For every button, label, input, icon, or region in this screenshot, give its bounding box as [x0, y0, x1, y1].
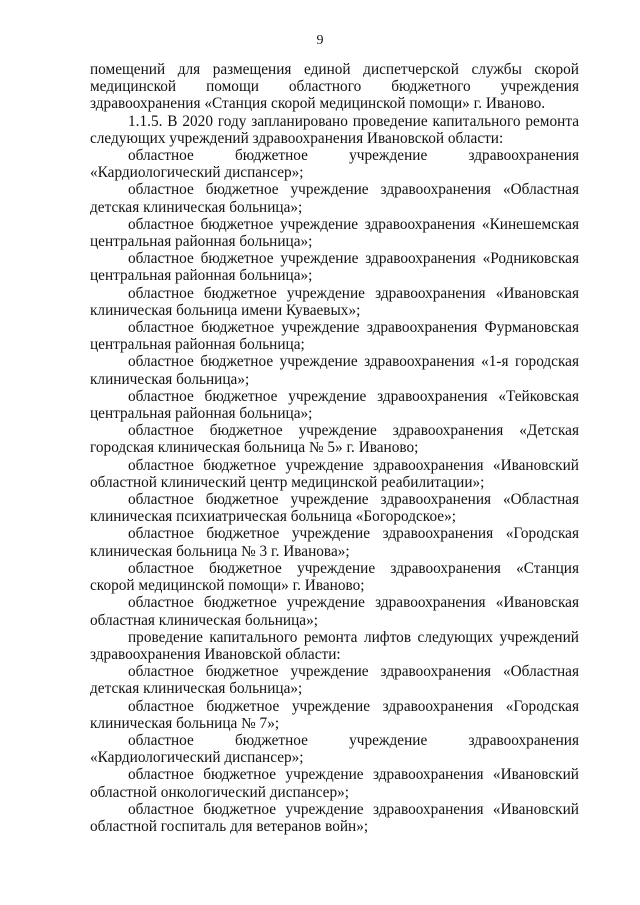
list-item-furmanov-hospital: областное бюджетное учреждение здравоохранения Фурмановская центральная районная больница; [90, 319, 579, 354]
list-item-regional-clinical-hospital: областное бюджетное учреждение здравоохранения «Ивановская областная клиническая больница»; [90, 594, 579, 629]
list-item-cardiology-dispensary-elevators: областное бюджетное учреждение здравоохранения «Кардиологический диспансер»; [90, 731, 579, 767]
list-item-teikovo-hospital: областное бюджетное учреждение здравоохранения «Тейковская центральная районная больница»; [90, 387, 579, 423]
list-item-regional-childrens-hospital-elevators: областное бюджетное учреждение здравоохранения «Областная детская клиническая больница»; [90, 663, 579, 698]
page-number: 9 [316, 33, 324, 48]
list-item-first-city-hospital: областное бюджетное учреждение здравоохранения «1-я городская клиническая больница»; [90, 353, 579, 388]
list-item-ambulance-station: областное бюджетное учреждение здравоохранения «Станция скорой медицинской помощи» г. Иваново; [90, 559, 579, 595]
list-item-kuvaev-hospital: областное бюджетное учреждение здравоохранения «Ивановская клиническая больница имени Куваевых»; [90, 284, 579, 319]
list-item-city-hospital-7: областное бюджетное учреждение здравоохранения «Городская клиническая больница № 7»; [90, 697, 579, 732]
paragraph-section-1-1-5: 1.1.5. В 2020 году запланировано проведение капитального ремонта следующих учреждений здравоохранения Ивановской области: [90, 112, 579, 147]
paragraph-elevator-repair: проведение капитального ремонта лифтов следующих учреждений здравоохранения Ивановской области: [90, 628, 579, 663]
list-item-city-hospital-3: областное бюджетное учреждение здравоохранения «Городская клиническая больница № 3 г. Иванова»; [90, 525, 579, 560]
list-item-rehabilitation-center: областное бюджетное учреждение здравоохранения «Ивановский областной клинический центр медицинской реабилитации»; [90, 456, 579, 491]
list-item-childrens-hospital-5: областное бюджетное учреждение здравоохранения «Детская городская клиническая больница № 5» г. Иваново; [90, 422, 579, 457]
list-item-psychiatric-hospital: областное бюджетное учреждение здравоохранения «Областная клиническая психиатрическая больница «Богородское»; [90, 491, 579, 526]
document-body [90, 61, 579, 835]
paragraph-continuation: помещений для размещения единой диспетчерской службы скорой медицинской помощи областного бюджетного учреждения здравоохранения «Станция скорой медицинской помощи» г. Иваново. [90, 61, 579, 113]
list-item-kineshma-hospital: областное бюджетное учреждение здравоохранения «Кинешемская центральная районная больница»; [90, 215, 579, 251]
list-item-oncology-dispensary: областное бюджетное учреждение здравоохранения «Ивановский областной онкологический диспансер»; [90, 766, 579, 801]
list-item-veterans-hospital: областное бюджетное учреждение здравоохранения «Ивановский областной госпиталь для ветеранов войн»; [90, 800, 579, 835]
list-item-rodniki-hospital: областное бюджетное учреждение здравоохранения «Родниковская центральная районная больница»; [90, 250, 579, 285]
list-item-cardiology-dispensary: областное бюджетное учреждение здравоохранения «Кардиологический диспансер»; [90, 147, 579, 182]
list-item-regional-childrens-hospital: областное бюджетное учреждение здравоохранения «Областная детская клиническая больница»; [90, 181, 579, 216]
